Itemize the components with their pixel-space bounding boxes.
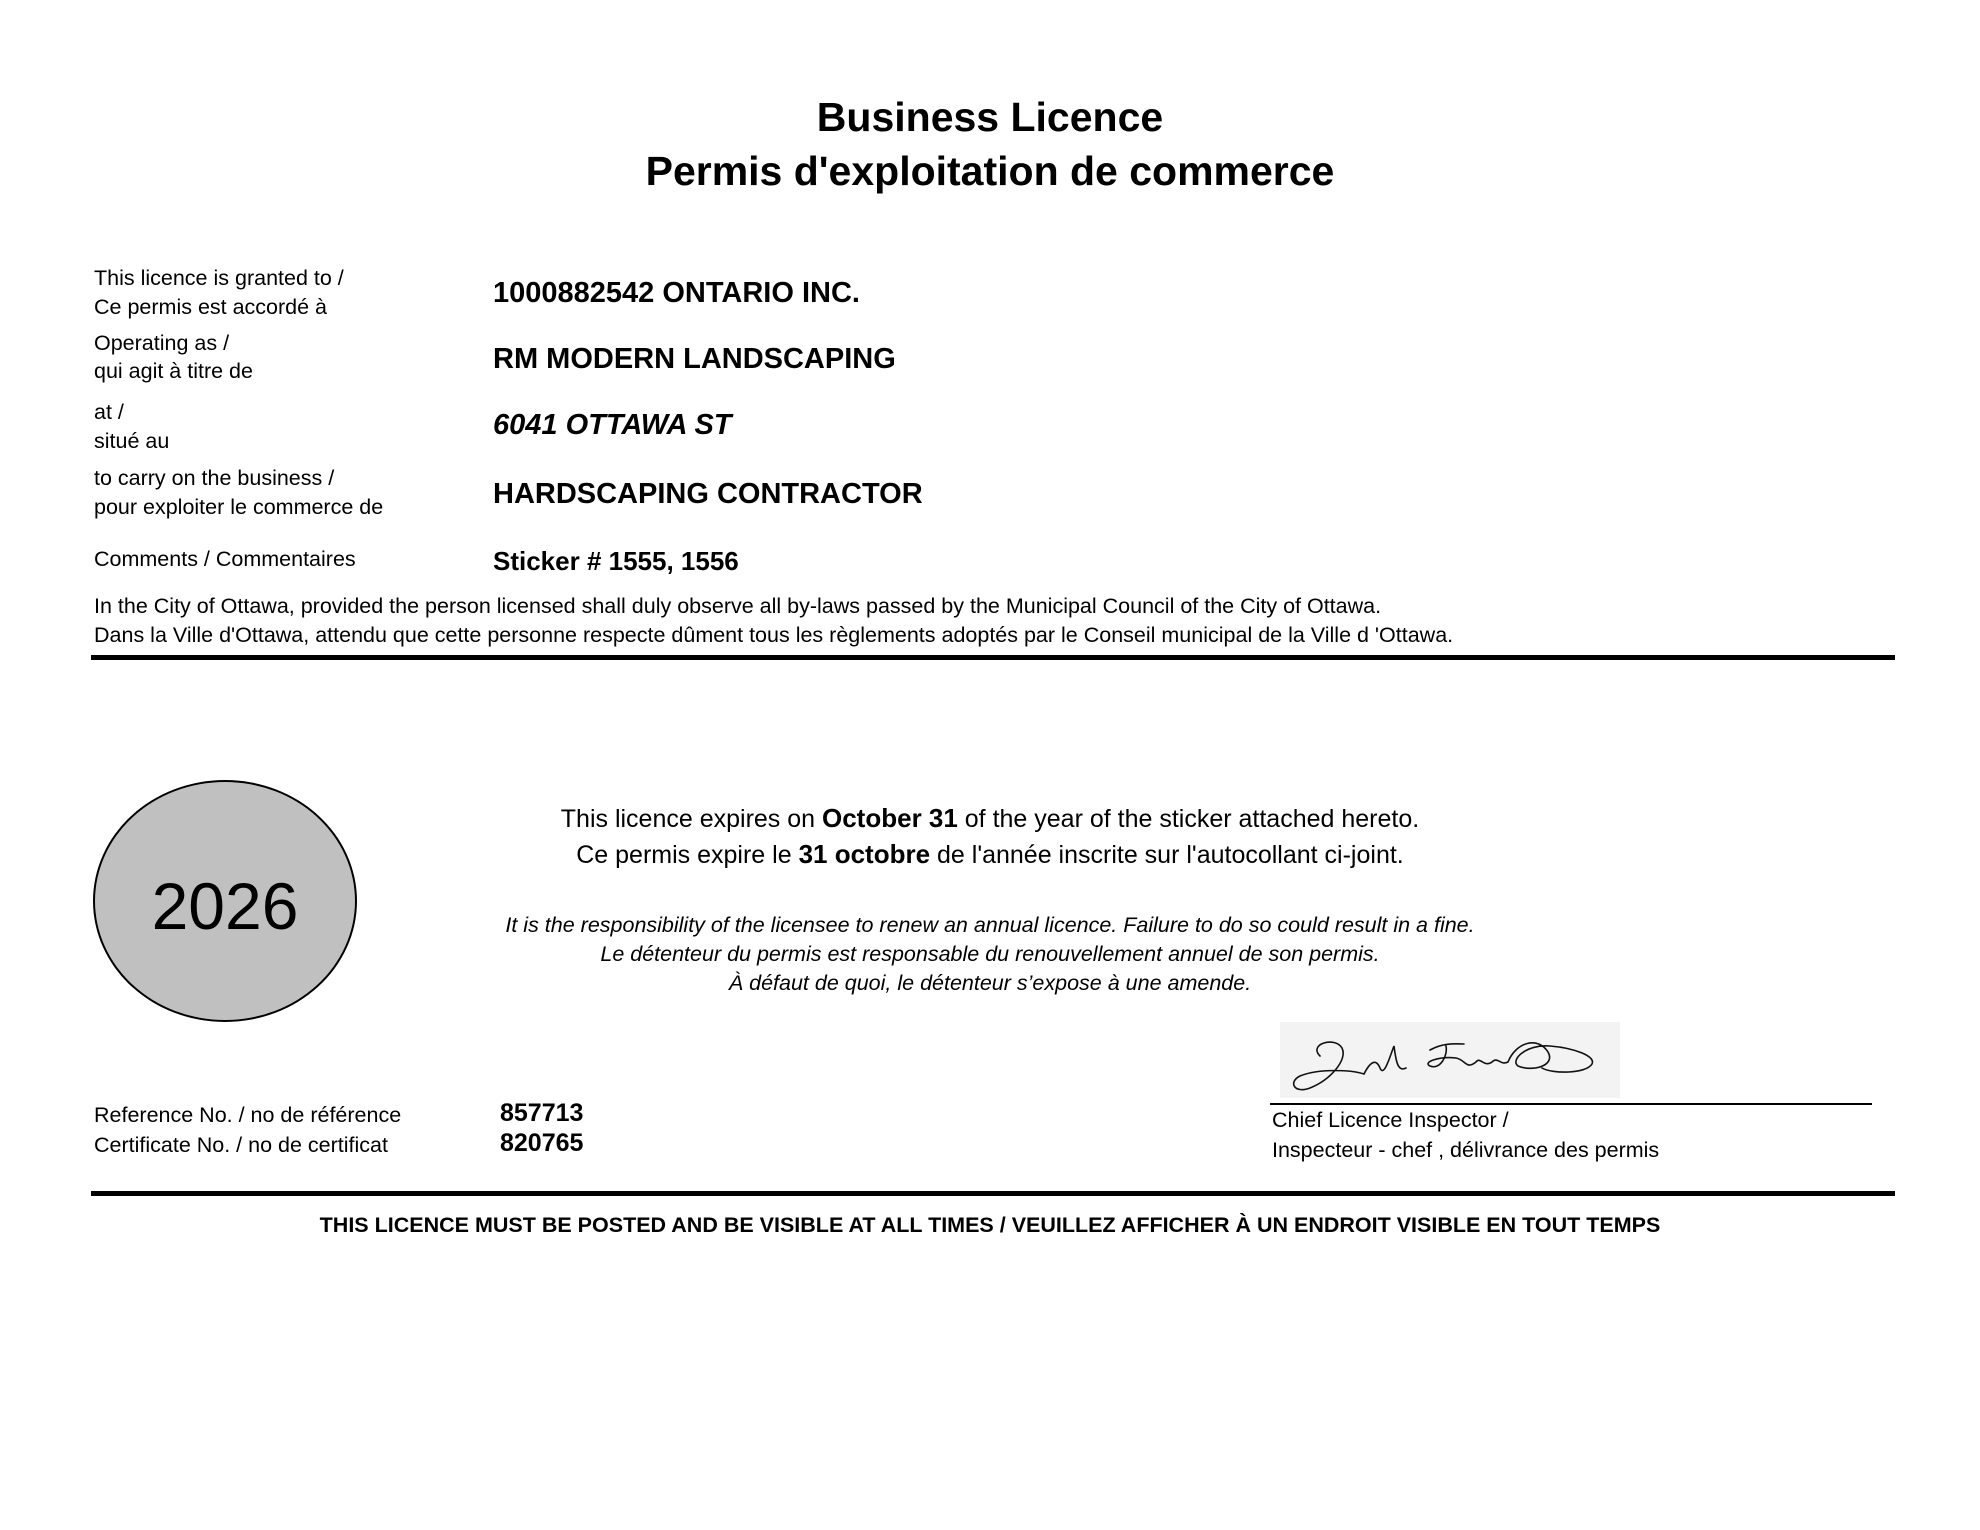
inspector-title-en: Chief Licence Inspector / xyxy=(1272,1108,1509,1132)
reference-label: Reference No. / no de référence xyxy=(94,1103,402,1127)
expiry-date-fr: 31 octobre xyxy=(798,839,931,869)
licence-year: 2026 xyxy=(151,869,299,943)
licence-title-fr: Permis d'exploitation de commerce xyxy=(645,148,1335,194)
comments-value: Sticker # 1555, 1556 xyxy=(493,546,739,576)
operating-name: RM MODERN LANDSCAPING xyxy=(493,343,896,375)
reference-number: 857713 xyxy=(500,1099,584,1127)
business-label-en: to carry on the business / xyxy=(94,466,335,490)
bylaw-clause-fr: Dans la Ville d'Ottawa, attendu que cette personne respecte dûment tous les règlements adoptés par le Conseil municipal de la Ville d 'Ottawa. xyxy=(94,623,1454,647)
operating-as-label-fr: qui agit à titre de xyxy=(94,359,253,383)
posting-notice: THIS LICENCE MUST BE POSTED AND BE VISIBLE AT ALL TIMES / VEUILLEZ AFFICHER À UN ENDROIT VISIBLE EN TOUT TEMPS xyxy=(319,1213,1661,1237)
certificate-label: Certificate No. / no de certificat xyxy=(94,1133,388,1157)
expiry-statement-en xyxy=(300,800,1680,837)
expiry-date-en: October 31 xyxy=(822,803,958,833)
signature-scribble xyxy=(1280,1022,1620,1098)
expiry-fr-suffix: de l'année inscrite sur l'autocollant ci-joint. xyxy=(930,841,1404,869)
licensee-name: 1000882542 ONTARIO INC. xyxy=(493,277,860,309)
bylaw-clause-en: In the City of Ottawa, provided the person licensed shall duly observe all by-laws passed by the Municipal Council of the City of Ottawa. xyxy=(94,594,1382,618)
expiry-statement-fr xyxy=(300,836,1680,873)
operating-as-label-en: Operating as / xyxy=(94,331,230,355)
granted-to-label-en: This licence is granted to / xyxy=(94,266,344,290)
expiry-en-prefix: This licence expires on xyxy=(560,805,822,833)
renewal-notice-line-2: Le détenteur du permis est responsable du renouvellement annuel de son permis. xyxy=(600,942,1380,966)
section-divider-top xyxy=(91,655,1895,660)
business-label-fr: pour exploiter le commerce de xyxy=(94,495,384,519)
comments-label: Comments / Commentaires xyxy=(94,547,356,571)
inspector-title-fr: Inspecteur - chef , délivrance des permis xyxy=(1272,1138,1660,1162)
licence-title-en: Business Licence xyxy=(816,94,1164,140)
location-label-en: at / xyxy=(94,400,124,424)
renewal-notice-line-1: It is the responsibility of the licensee to renew an annual licence. Failure to do so could result in a fine. xyxy=(505,913,1475,937)
expiry-fr-prefix: Ce permis expire le xyxy=(576,841,799,869)
granted-to-label-fr: Ce permis est accordé à xyxy=(94,295,328,319)
section-divider-bottom xyxy=(91,1191,1895,1196)
location-label-fr: situé au xyxy=(94,429,170,453)
certificate-number: 820765 xyxy=(500,1129,584,1157)
renewal-notice-line-3: À défaut de quoi, le détenteur s’expose à une amende. xyxy=(728,971,1252,995)
inspector-signature xyxy=(1280,1022,1620,1098)
expiry-en-suffix: of the year of the sticker attached hereto. xyxy=(957,805,1420,833)
business-type: HARDSCAPING CONTRACTOR xyxy=(493,478,923,510)
business-address: 6041 OTTAWA ST xyxy=(493,409,732,441)
